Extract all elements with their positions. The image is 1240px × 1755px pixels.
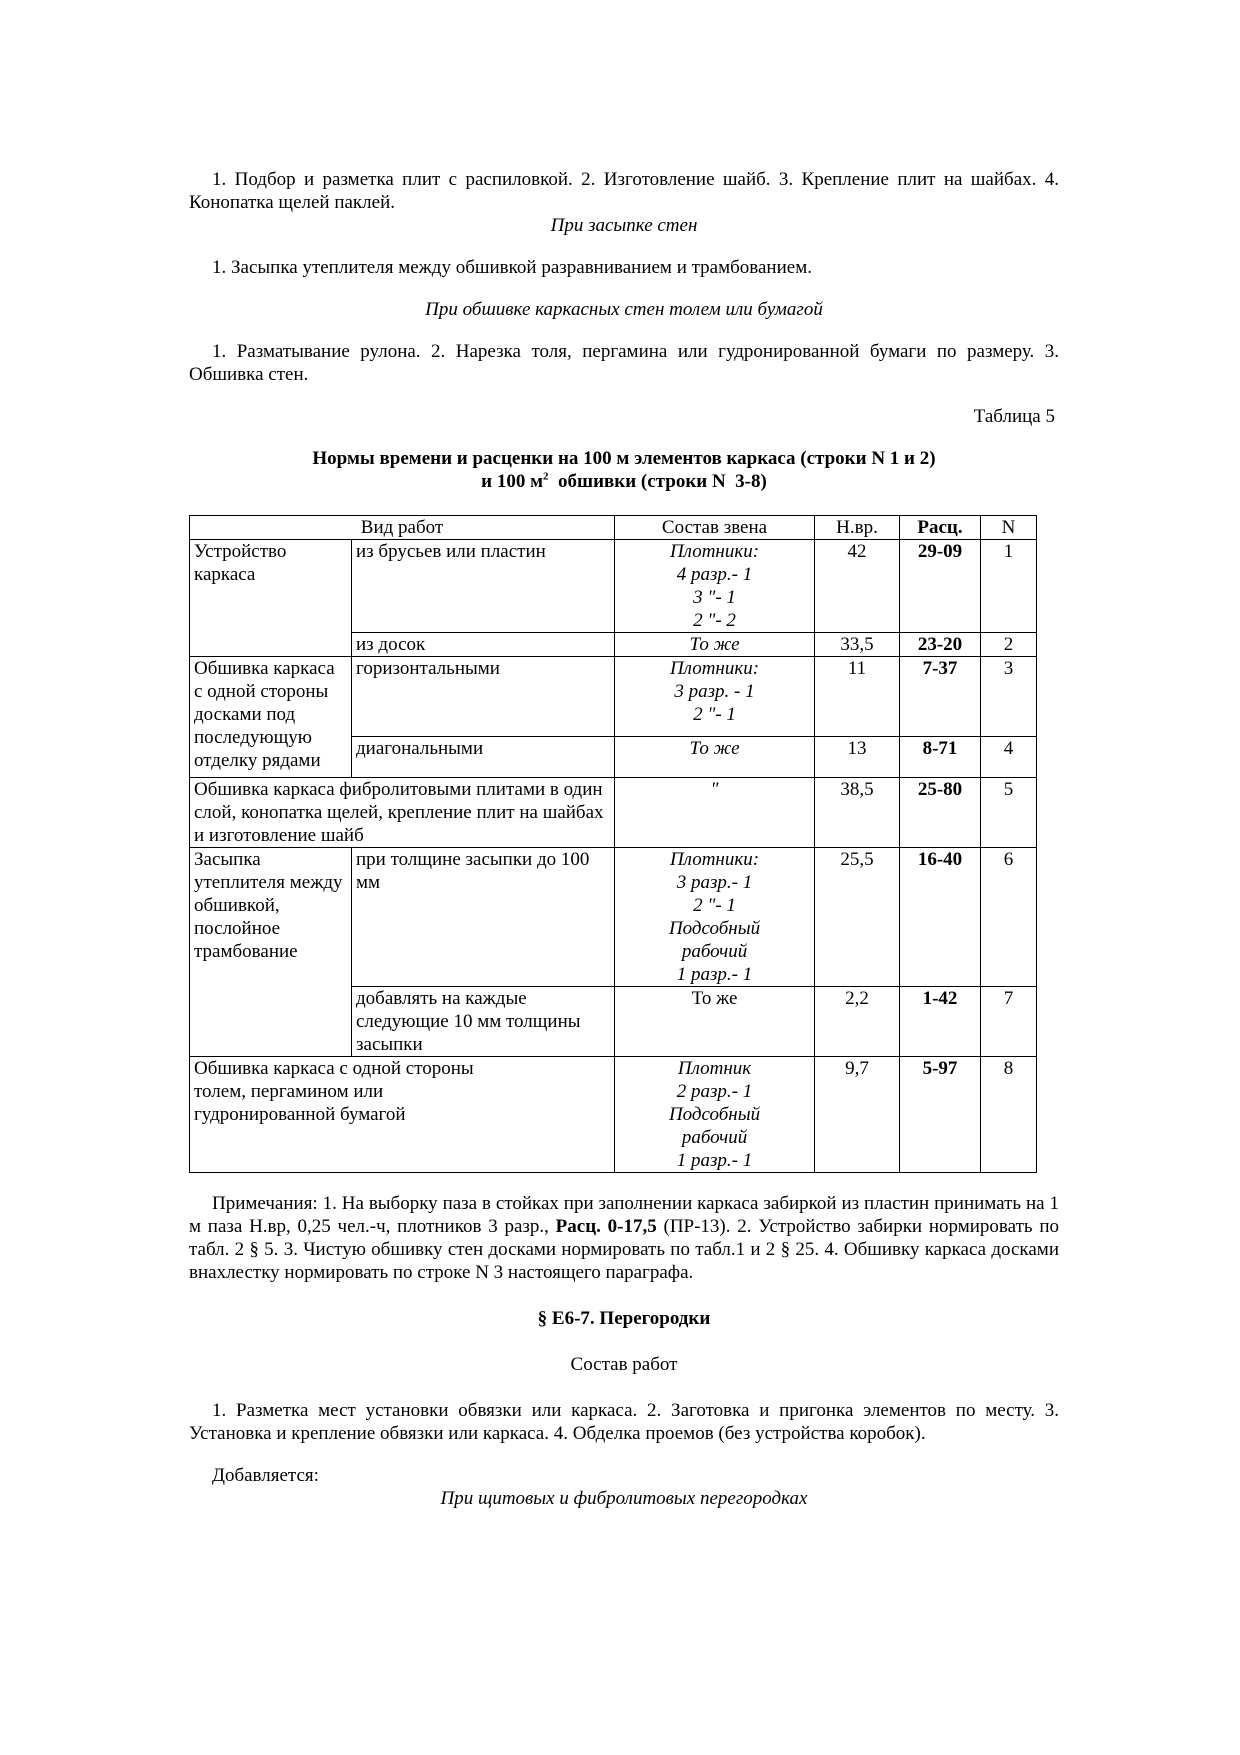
norms-table <box>189 515 1037 1173</box>
heading-fill: При засыпке стен <box>550 215 698 236</box>
cell-work: Обшивка каркаса с одной стороны толем, пергамином или гудронированной бумагой <box>190 1057 615 1173</box>
cell-crew: То же <box>615 633 815 657</box>
cell-hvr: 33,5 <box>815 633 900 657</box>
cell-rate: 29-09 <box>900 540 981 633</box>
cell-work: Обшивка каркаса фибролитовыми плитами в один слой, конопатка щелей, крепление плит на шайбах и изготовление шайб <box>190 778 615 848</box>
cell-n: 2 <box>981 633 1037 657</box>
group-label-frame: Устройство каркаса <box>190 540 352 657</box>
crew-line: 2 разр.- 1 <box>676 1081 753 1102</box>
table-label: Таблица 5 <box>973 406 1055 427</box>
cell-hvr: 13 <box>815 737 900 778</box>
header-rate: Расц. <box>900 516 981 540</box>
crew-line: 3 разр.- 1 <box>676 872 753 893</box>
cell-hvr: 42 <box>815 540 900 633</box>
cell-n: 8 <box>981 1057 1037 1173</box>
document-page <box>189 168 1059 1510</box>
cell-sub: при толщине засыпки до 100 мм <box>352 848 615 987</box>
cell-n: 3 <box>981 657 1037 737</box>
cell-crew <box>615 540 815 633</box>
table-row <box>190 1057 1037 1173</box>
heading-shield: При щитовых и фибролитовых перегородках <box>440 1488 808 1509</box>
crew-line: 1 разр.- 1 <box>676 964 753 985</box>
table-title-line2b: обшивки (строки N 3-8) <box>548 471 767 492</box>
crew-line: 1 разр.- 1 <box>676 1150 753 1171</box>
section-paragraph: 1. Разметка мест установки обвязки или каркаса. 2. Заготовка и пригонка элементов по месту. 3. Установка и крепление обвязки или каркаса. 4. Обделка проемов (без устройства коробок). <box>189 1400 1059 1444</box>
table-row <box>190 778 1037 848</box>
crew-line: Плотники: <box>669 541 760 562</box>
header-work-type: Вид работ <box>190 516 615 540</box>
cell-sub: из досок <box>352 633 615 657</box>
table-row <box>190 848 1037 987</box>
cell-crew: То же <box>615 737 815 778</box>
notes-text-a: Примечания: 1. На выборку паза в стойках при заполнении каркаса забиркой из пластин принимать на 1 м паза Н.вр, 0,25 чел.-ч, плотников 3 разр., <box>189 1193 1059 1237</box>
cell-rate: 23-20 <box>900 633 981 657</box>
added-label: Добавляется: <box>212 1465 319 1486</box>
cell-hvr: 38,5 <box>815 778 900 848</box>
crew-line: Подсобный <box>668 1104 761 1125</box>
notes-paragraph <box>189 1192 1059 1284</box>
fill-paragraph: 1. Засыпка утеплителя между обшивкой разравниванием и трамбованием. <box>212 257 812 278</box>
cell-sub: добавлять на каждые следующие 10 мм толщины засыпки <box>352 987 615 1057</box>
header-n: N <box>981 516 1037 540</box>
table-header-row <box>190 516 1037 540</box>
cell-crew: То же <box>615 987 815 1057</box>
cell-crew <box>615 1057 815 1173</box>
cell-crew <box>615 657 815 737</box>
table-title-sup: 2 <box>543 470 549 483</box>
cell-rate: 25-80 <box>900 778 981 848</box>
table-title <box>189 447 1059 493</box>
cell-hvr: 2,2 <box>815 987 900 1057</box>
cell-rate: 8-71 <box>900 737 981 778</box>
crew-line: 2 "- 1 <box>693 895 736 916</box>
crew-line: 4 разр.- 1 <box>676 564 753 585</box>
cell-n: 1 <box>981 540 1037 633</box>
group-label-boards: Обшивка каркаса с одной стороны досками под последующую отделку рядами <box>190 657 352 778</box>
crew-line: Плотники: <box>669 658 760 679</box>
cell-n: 4 <box>981 737 1037 778</box>
cell-sub: диагональными <box>352 737 615 778</box>
cell-sub: из брусьев или пластин <box>352 540 615 633</box>
cell-n: 6 <box>981 848 1037 987</box>
notes-rate: Расц. 0-17,5 <box>555 1216 657 1237</box>
crew-line: рабочий <box>681 941 748 962</box>
notes-text-b: (ПР-13). 2. Устройство забирки нормировать по табл. 2 § 5. 3. Чистую обшивку стен досками нормировать по табл.1 и 2 § 25. 4. Обшивку каркаса досками внахлестку нормировать по строке N 3 настоящего параграфа. <box>189 1216 1059 1283</box>
crew-line: 3 разр. - 1 <box>674 681 755 702</box>
cell-sub: горизонтальными <box>352 657 615 737</box>
cell-rate: 1-42 <box>900 987 981 1057</box>
intro-paragraph: 1. Подбор и разметка плит с распиловкой. 2. Изготовление шайб. 3. Крепление плит на шайбах. 4. Конопатка щелей паклей. <box>189 169 1059 213</box>
cell-hvr: 9,7 <box>815 1057 900 1173</box>
section-subtitle: Состав работ <box>570 1354 678 1375</box>
crew-line: Подсобный <box>668 918 761 939</box>
crew-line: 2 "- 1 <box>693 704 736 725</box>
crew-line: 2 "- 2 <box>693 610 736 631</box>
crew-line: Плотник <box>677 1058 752 1079</box>
heading-sheath: При обшивке каркасных стен толем или бумагой <box>425 299 823 320</box>
cell-hvr: 11 <box>815 657 900 737</box>
cell-rate: 7-37 <box>900 657 981 737</box>
cell-n: 7 <box>981 987 1037 1057</box>
header-crew: Состав звена <box>615 516 815 540</box>
table-title-line2a: и 100 м <box>481 471 544 492</box>
table-row <box>190 540 1037 633</box>
cell-rate: 16-40 <box>900 848 981 987</box>
table-title-line1: Нормы времени и расценки на 100 м элементов каркаса (строки N 1 и 2) <box>312 448 936 469</box>
cell-crew <box>615 848 815 987</box>
crew-line: 3 "- 1 <box>693 587 736 608</box>
cell-hvr: 25,5 <box>815 848 900 987</box>
sheath-paragraph: 1. Разматывание рулона. 2. Нарезка толя, пергамина или гудронированной бумаги по размеру. 3. Обшивка стен. <box>189 341 1059 385</box>
header-hvr: Н.вр. <box>815 516 900 540</box>
crew-line: рабочий <box>681 1127 748 1148</box>
section-title: § Е6-7. Перегородки <box>537 1308 711 1329</box>
group-label-fill: Засыпка утеплителя между обшивкой, послойное трамбование <box>190 848 352 1057</box>
cell-n: 5 <box>981 778 1037 848</box>
cell-crew: " <box>615 778 815 848</box>
table-row <box>190 657 1037 737</box>
crew-line: Плотники: <box>669 849 760 870</box>
cell-rate: 5-97 <box>900 1057 981 1173</box>
